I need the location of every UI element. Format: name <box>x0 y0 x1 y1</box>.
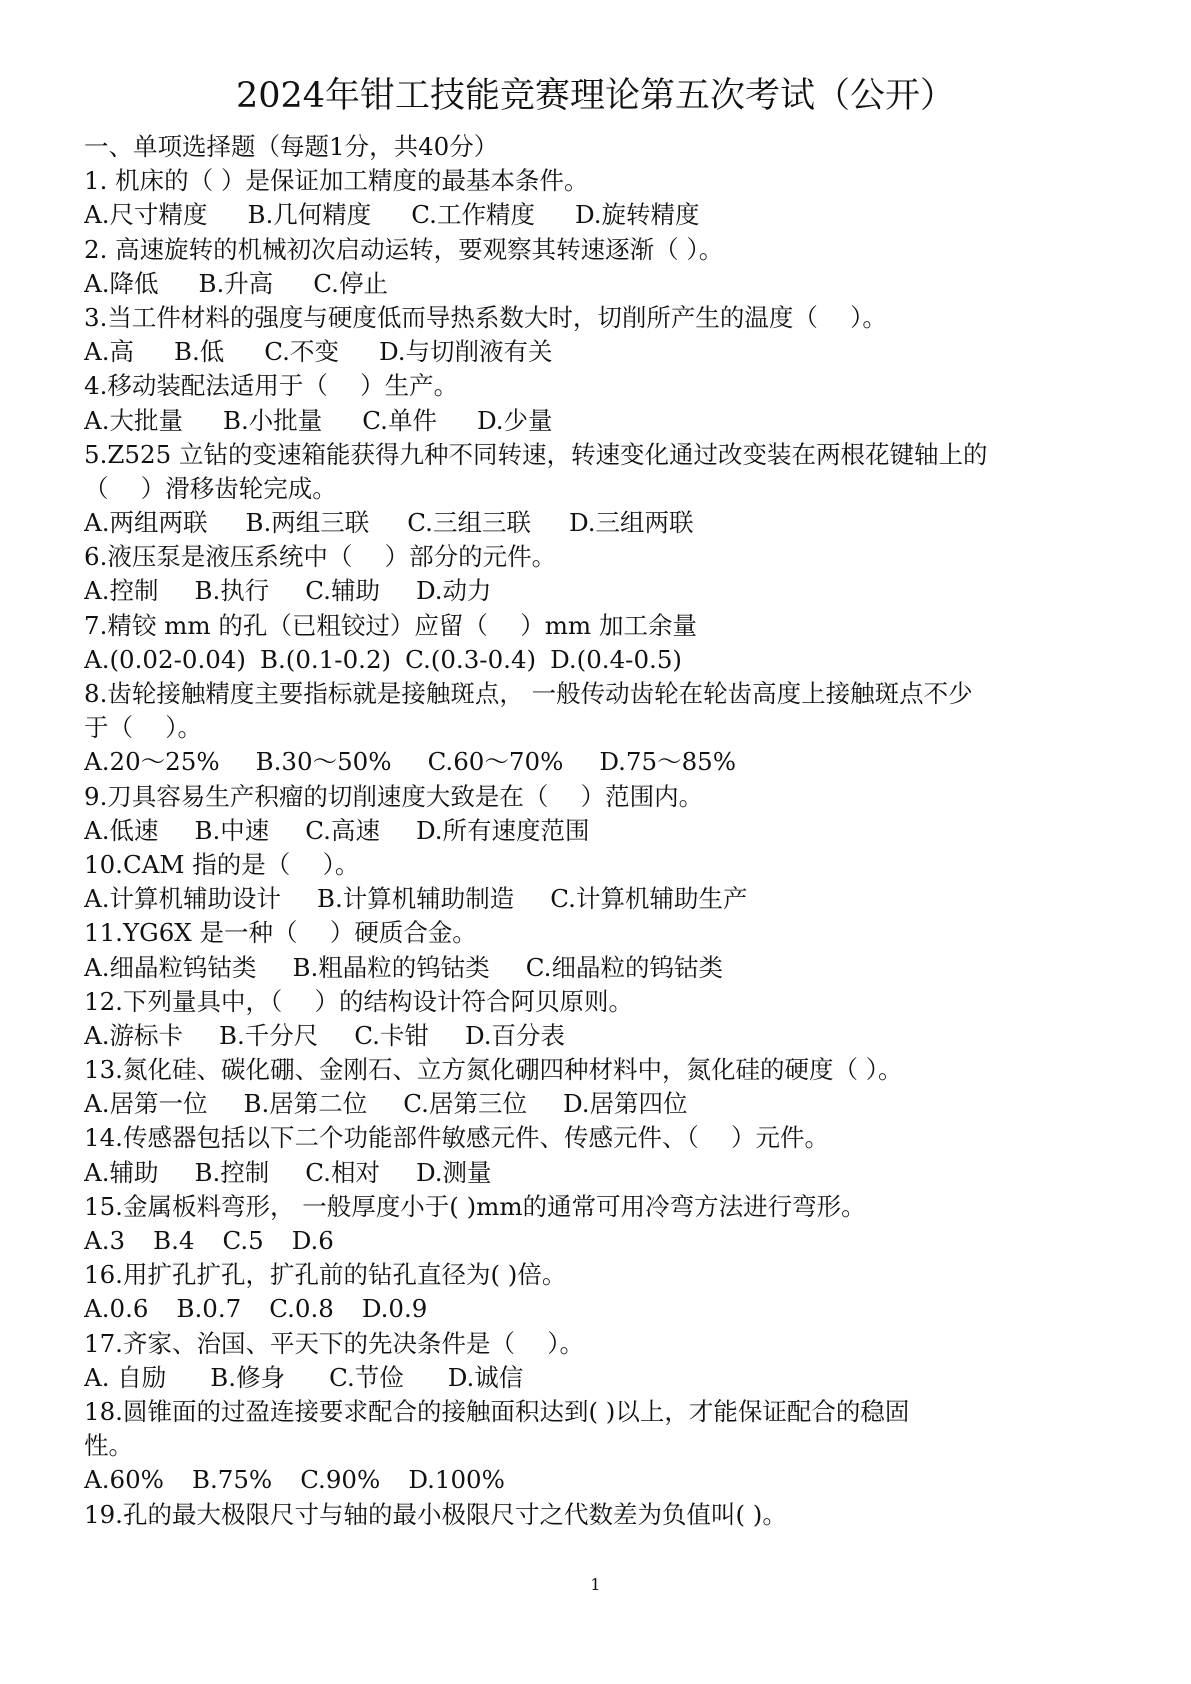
option-a: A.计算机辅助设计 <box>84 884 281 914</box>
option-c: C.0.8 <box>269 1294 334 1324</box>
option-a: A.游标卡 <box>84 1020 183 1050</box>
option-a: A.3 <box>84 1226 126 1255</box>
question-stem: 13.氮化硅、碳化硼、金刚石、立方氮化硼四种材料中，氮化硅的硬度（ ）。 <box>84 1055 903 1085</box>
question-8 <box>84 677 1124 780</box>
option-c: C.工作精度 <box>411 200 535 230</box>
option-b: B.4 <box>153 1226 195 1255</box>
question-stem: 12.下列量具中，（ ）的结构设计符合阿贝原则。 <box>84 986 633 1016</box>
question-stem-continued: 性。 <box>84 1431 133 1461</box>
option-d: D.6 <box>291 1226 334 1255</box>
option-a: A.细晶粒钨钴类 <box>84 952 257 982</box>
option-d: D.动力 <box>415 576 492 606</box>
question-stem-continued: （ ）滑移齿轮完成。 <box>84 473 337 503</box>
option-d: D.100% <box>408 1465 505 1495</box>
question-stem: 11.YG6X 是一种（ ）硬质合金。 <box>84 918 477 948</box>
option-c: C.高速 <box>305 815 380 845</box>
option-b: B.居第二位 <box>243 1089 368 1119</box>
option-b: B.升高 <box>198 268 274 298</box>
option-c: C.不变 <box>264 337 339 367</box>
option-d: D.75～85% <box>599 747 737 777</box>
option-a: A.低速 <box>84 815 159 845</box>
question-stem: 16.用扩孔扩孔，扩孔前的钻孔直径为( )倍。 <box>84 1260 567 1290</box>
question-stem: 8.齿轮接触精度主要指标就是接触斑点， 一般传动齿轮在轮齿高度上接触斑点不少 <box>84 679 973 708</box>
option-c: C.5 <box>222 1226 264 1255</box>
option-a: A.0.6 <box>84 1294 149 1324</box>
question-4 <box>84 369 1124 437</box>
option-a: A.两组两联 <box>84 508 208 538</box>
option-row <box>84 1224 1124 1258</box>
option-b: B.30～50% <box>255 747 392 777</box>
question-19 <box>84 1498 1124 1532</box>
option-c: C.(0.3-0.4) <box>405 644 537 674</box>
question-stem: 18.圆锥面的过盈连接要求配合的接触面积达到( )以上，才能保证配合的稳固 <box>84 1396 910 1426</box>
option-c: C.停止 <box>313 268 388 298</box>
question-18 <box>84 1395 1124 1498</box>
question-stem: 9.刀具容易生产积瘤的切削速度大致是在（ ）范围内。 <box>84 781 704 811</box>
option-a: A.高 <box>84 337 134 367</box>
question-stem: 14.传感器包括以下二个功能部件敏感元件、传感元件、（ ）元件。 <box>84 1123 829 1153</box>
option-row <box>84 198 1124 232</box>
option-b: B.粗晶粒的钨钴类 <box>292 952 490 982</box>
option-c: C.居第三位 <box>403 1089 527 1119</box>
question-6 <box>84 540 1124 608</box>
question-1 <box>84 164 1124 232</box>
option-a: A.控制 <box>84 576 159 606</box>
option-b: B.几何精度 <box>247 200 372 230</box>
option-d: D.与切削液有关 <box>378 337 553 367</box>
option-c: C.90% <box>300 1465 381 1495</box>
question-stem: 10.CAM 指的是（ ）。 <box>84 849 360 879</box>
option-d: D.诚信 <box>447 1362 524 1392</box>
option-d: D.百分表 <box>464 1020 566 1050</box>
option-row <box>84 745 1124 779</box>
option-b: B.控制 <box>194 1157 270 1187</box>
option-c: C.60～70% <box>427 747 564 777</box>
question-stem: 3.当工件材料的强度与硬度低而导热系数大时，切削所产生的温度（ ）。 <box>84 302 887 332</box>
option-row <box>84 1463 1124 1497</box>
question-10 <box>84 848 1124 916</box>
option-c: C.计算机辅助生产 <box>550 884 748 914</box>
option-d: D.(0.4-0.5) <box>550 644 682 674</box>
question-stem: 15.金属板料弯形， 一般厚度小于( )mm的通常可用冷弯方法进行弯形。 <box>84 1191 866 1221</box>
question-15 <box>84 1190 1124 1258</box>
option-a: A.辅助 <box>84 1157 159 1187</box>
option-d: D.测量 <box>415 1157 492 1187</box>
option-row <box>84 506 1124 540</box>
option-d: D.所有速度范围 <box>415 815 590 845</box>
question-7 <box>84 609 1124 677</box>
question-stem: 2. 高速旋转的机械初次启动运转，要观察其转速逐渐（ ）。 <box>84 234 724 264</box>
section-heading: 一、单项选择题（每题1分，共40分） <box>84 132 499 161</box>
option-row <box>84 1361 1124 1395</box>
option-c: C.三组三联 <box>407 508 531 538</box>
option-row <box>84 335 1124 369</box>
option-d: D.居第四位 <box>562 1089 688 1119</box>
option-row <box>84 1019 1124 1053</box>
question-stem: 17.齐家、治国、平天下的先决条件是（ ）。 <box>84 1328 584 1358</box>
question-5 <box>84 438 1124 541</box>
question-stem-continued: 于（ ）。 <box>84 713 203 743</box>
question-3 <box>84 301 1124 369</box>
option-a: A. 自励 <box>84 1362 167 1392</box>
option-d: D.旋转精度 <box>574 200 700 230</box>
option-a: A.尺寸精度 <box>84 200 208 230</box>
question-13 <box>84 1053 1124 1121</box>
option-a: A.(0.02-0.04) <box>84 644 246 674</box>
question-11 <box>84 916 1124 984</box>
question-2 <box>84 233 1124 301</box>
question-stem: 5.Z525 立钻的变速箱能获得九种不同转速，转速变化通过改变装在两根花键轴上的 <box>84 439 988 469</box>
question-12 <box>84 985 1124 1053</box>
option-d: D.三组两联 <box>568 508 694 538</box>
option-a: A.居第一位 <box>84 1089 208 1119</box>
option-b: B.0.7 <box>176 1294 242 1324</box>
question-stem: 19.孔的最大极限尺寸与轴的最小极限尺寸之代数差为负值叫( )。 <box>84 1499 787 1529</box>
option-row <box>84 404 1124 438</box>
question-14 <box>84 1121 1124 1189</box>
option-c: C.单件 <box>362 405 437 435</box>
option-a: A.大批量 <box>84 405 183 435</box>
option-b: B.中速 <box>194 815 270 845</box>
option-d: D.少量 <box>476 405 553 435</box>
question-stem: 6.液压泵是液压系统中（ ）部分的元件。 <box>84 542 557 572</box>
option-row <box>84 267 1124 301</box>
option-row <box>84 1156 1124 1190</box>
option-row <box>84 951 1124 985</box>
option-row <box>84 643 1124 677</box>
option-row <box>84 1292 1124 1326</box>
option-c: C.辅助 <box>305 576 380 606</box>
question-stem: 1. 机床的（ ）是保证加工精度的最基本条件。 <box>84 166 589 196</box>
option-b: B.修身 <box>210 1362 286 1392</box>
option-d: D.0.9 <box>361 1294 428 1324</box>
option-row <box>84 814 1124 848</box>
option-b: B.千分尺 <box>218 1020 319 1050</box>
option-a: A.20～25% <box>84 747 220 777</box>
option-b: B.小批量 <box>222 405 323 435</box>
option-b: B.两组三联 <box>245 508 370 538</box>
page-number: 1 <box>590 1575 601 1594</box>
option-b: B.执行 <box>194 576 270 606</box>
option-c: C.卡钳 <box>354 1020 429 1050</box>
exam-body <box>84 130 1124 1532</box>
question-16 <box>84 1258 1124 1326</box>
option-a: A.降低 <box>84 268 159 298</box>
question-stem: 4.移动装配法适用于（ ）生产。 <box>84 371 459 401</box>
option-c: C.细晶粒的钨钴类 <box>525 952 723 982</box>
option-b: B.计算机辅助制造 <box>316 884 515 914</box>
question-9 <box>84 780 1124 848</box>
option-b: B.75% <box>191 1465 273 1495</box>
option-row <box>84 1087 1124 1121</box>
option-row <box>84 574 1124 608</box>
option-row <box>84 882 1124 916</box>
option-c: C.节俭 <box>329 1362 404 1392</box>
option-a: A.60% <box>84 1465 164 1495</box>
question-17 <box>84 1327 1124 1395</box>
option-b: B.(0.1-0.2) <box>259 644 392 674</box>
exam-title: 2024年钳工技能竞赛理论第五次考试（公开） <box>235 76 956 116</box>
option-b: B.低 <box>173 337 225 367</box>
option-c: C.相对 <box>305 1157 380 1187</box>
question-stem: 7.精铰 mm 的孔（已粗铰过）应留（ ）mm 加工余量 <box>84 610 697 640</box>
